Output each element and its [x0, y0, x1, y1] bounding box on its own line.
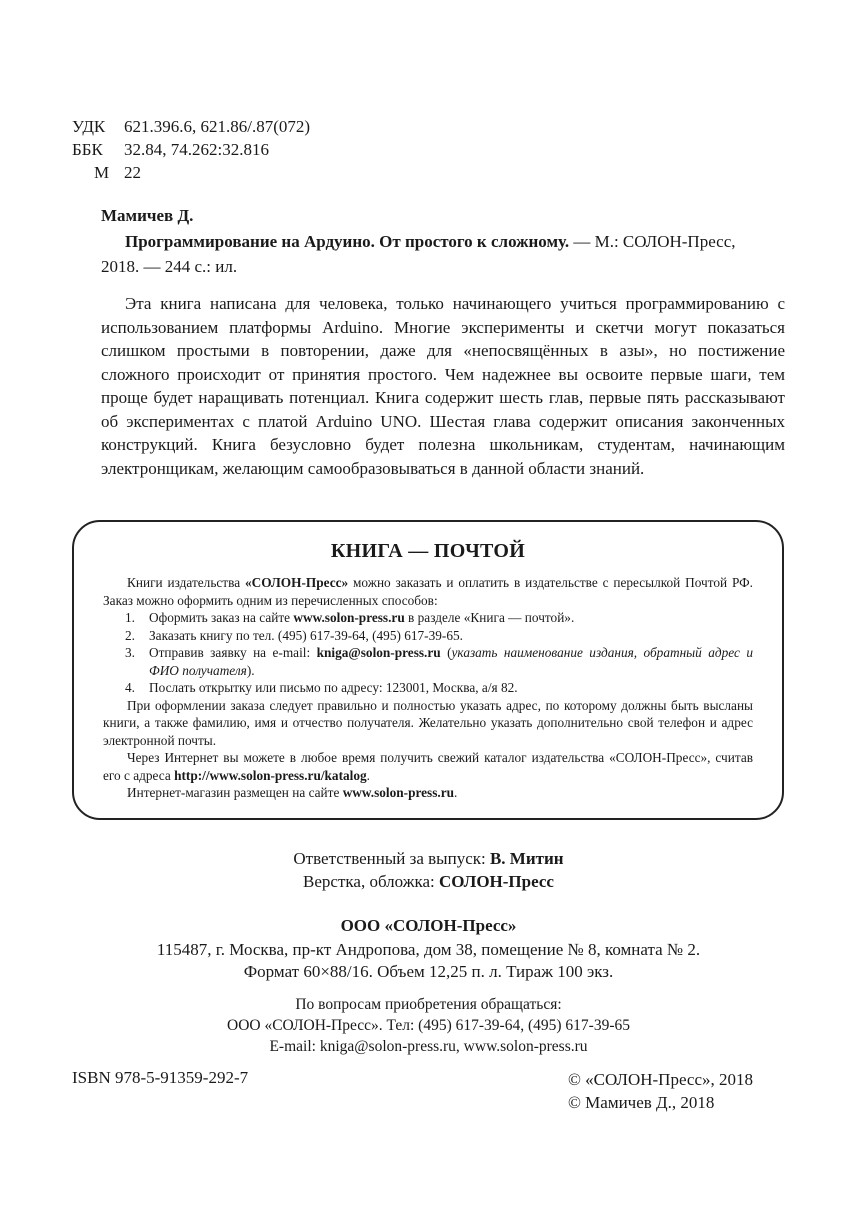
- layout-name: СОЛОН-Пресс: [439, 872, 554, 891]
- book-title: Программирование на Ардуино. От простого к сложному.: [125, 232, 570, 251]
- site-link[interactable]: www.solon-press.ru: [293, 610, 405, 625]
- udk-label: УДК: [72, 117, 106, 136]
- copyright-publisher: © «СОЛОН-Пресс», 2018: [568, 1070, 754, 1089]
- mail-order-text: [103, 574, 753, 802]
- list-number: 3.: [125, 645, 135, 660]
- catalog-link[interactable]: http://www.solon-press.ru/katalog: [174, 767, 367, 783]
- bbk-label: ББК: [72, 140, 103, 159]
- list-text: ).: [246, 662, 255, 678]
- layout-line: [0, 872, 857, 892]
- order-method-4: [103, 679, 753, 697]
- shop-link[interactable]: www.solon-press.ru: [342, 785, 455, 800]
- list-text: в разделе «Книга — почтой».: [404, 610, 575, 625]
- intro-text-a: Книги издательства: [127, 575, 245, 590]
- list-italic-note: указать наименование издания, обратный адрес и ФИО получателя: [149, 645, 753, 678]
- shop-text: Интернет-магазин размещен на сайте: [127, 785, 343, 800]
- isbn: ISBN 978-5-91359-292-7: [72, 1068, 249, 1087]
- layout-label: Верстка, обложка:: [303, 872, 439, 891]
- publisher-address: 115487, г. Москва, пр-кт Андропова, дом 38, помещение № 8, комната № 2.: [156, 940, 701, 959]
- intro-text-b: можно заказать и оплатить в издательстве с пересылкой Почтой РФ. Заказ можно оформить одним из перечисленных способов:: [103, 575, 753, 608]
- responsible-line: [0, 849, 857, 869]
- shop-text-end: .: [454, 785, 458, 800]
- list-number: 4.: [125, 680, 135, 695]
- mail-order-title: КНИГА — ПОЧТОЙ: [330, 540, 526, 562]
- catalog-text: Через Интернет вы можете в любое время получить свежий каталог издательства «СОЛОН-Пресс», считав его с адреса: [103, 750, 753, 783]
- order-method-3: [103, 644, 753, 679]
- bbk-value: 32.84, 74.262:32.816: [124, 140, 269, 159]
- author-mark-line: [72, 161, 141, 184]
- biblio-first-line: [101, 229, 781, 254]
- order-method-2: [103, 627, 753, 645]
- list-number: 1.: [125, 610, 135, 625]
- list-text: Оформить заказ на сайте: [149, 610, 294, 625]
- list-text: Отправив заявку на e-mail:: [149, 645, 317, 660]
- udk-value: 621.396.6, 621.86/.87(072): [124, 117, 311, 136]
- catalog-paragraph: [103, 749, 753, 784]
- annotation: Эта книга написана для человека, только начинающего учиться программированию с использованием платформы Arduino. Многие эксперименты и скетчи могут показаться слишком простыми в повторении, даже для «непосвящённых в азы», но постижение сложного происходит от принятия простого. Чем надежнее вы освоите первые шаги, тем проще будет наращивать потенциал. Книга содержит шесть глав, первые пять рассказывают об экспериментах с платой Arduino UNO. Шестая глава содержит описания законченных конструкций. Книга безусловно будет полезна школьникам, студентам, начинающим электронщикам, желающим самообразовываться в данной области знаний.: [101, 294, 785, 478]
- order-method-1: [103, 609, 753, 627]
- responsible-label: Ответственный за выпуск:: [293, 849, 490, 868]
- author-mark-label: М: [94, 163, 110, 182]
- contacts-line-3: E-mail: kniga@solon-press.ru, www.solon-press.ru: [269, 1038, 588, 1055]
- catalog-text-end: .: [366, 767, 370, 783]
- imprint-first: — М.: СОЛОН-Пресс,: [569, 232, 736, 251]
- responsible-name: В. Митин: [489, 849, 564, 868]
- list-text: Послать открытку или письмо по адресу: 123001, Москва, а/я 82.: [149, 680, 518, 695]
- contacts-line-2: ООО «СОЛОН-Пресс». Тел: (495) 617-39-64, (495) 617-39-65: [227, 1017, 630, 1034]
- author-mark-value: 22: [124, 163, 141, 182]
- imprint-second: 2018. — 244 с.: ил.: [101, 257, 238, 276]
- bibliographic-record: [101, 229, 781, 279]
- bbk-line: [72, 138, 269, 161]
- email-link[interactable]: kniga@solon-press.ru: [316, 645, 441, 660]
- publisher-name: ООО «СОЛОН-Пресс»: [340, 916, 517, 935]
- list-text: Заказать книгу по тел. (495) 617-39-64, (495) 617-39-65.: [149, 627, 463, 643]
- shop-paragraph: [103, 784, 753, 802]
- list-number: 2.: [125, 627, 135, 643]
- author-name: Мамичев Д.: [101, 206, 194, 225]
- mail-order-intro: [103, 574, 753, 609]
- list-text: (: [440, 645, 452, 660]
- order-instructions: При оформлении заказа следует правильно и полностью указать адрес, по которому должны быть высланы книги, а также фамилию, имя и отчество получателя. Желательно указать дополнительно свой телефон и адрес электронной почты.: [103, 697, 753, 748]
- print-format: Формат 60×88/16. Объем 12,25 п. л. Тираж 100 экз.: [243, 962, 614, 981]
- publisher-name-bold: «СОЛОН-Пресс»: [244, 575, 349, 590]
- copyright-author: © Мамичев Д., 2018: [568, 1093, 715, 1112]
- contacts-line-1: По вопросам приобретения обращаться:: [295, 996, 562, 1013]
- udk-line: [72, 115, 310, 138]
